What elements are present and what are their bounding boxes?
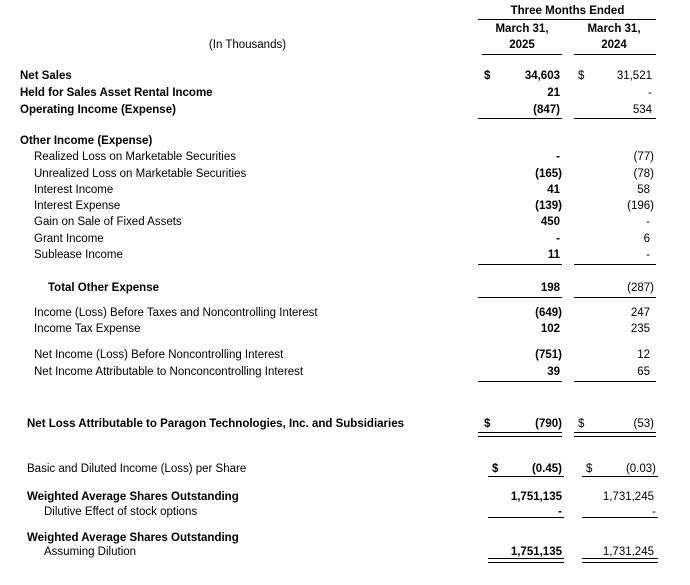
value-2024: 1,731,245 xyxy=(602,546,654,558)
value-2024: 12 xyxy=(637,349,650,361)
value-2024: (0.03) xyxy=(625,463,656,475)
row-label-wavg-dilution: Weighted Average Shares Outstanding xyxy=(27,532,239,544)
row-label-eps: Basic and Diluted Income (Loss) per Share xyxy=(27,463,247,475)
row-label-interest-expense: Interest Expense xyxy=(34,200,121,212)
rule-2024 xyxy=(582,476,658,477)
value-2025: 450 xyxy=(540,216,560,228)
value-2024: - xyxy=(648,87,652,99)
value-2025: (790) xyxy=(535,418,562,430)
value-2025: (165) xyxy=(535,168,562,180)
header-group-underline xyxy=(478,19,656,20)
value-2024: (77) xyxy=(633,151,654,163)
dollar-sign: $ xyxy=(484,418,491,430)
rule-2025 xyxy=(488,517,564,518)
value-2024: (196) xyxy=(627,200,654,212)
value-2024: (78) xyxy=(633,168,654,180)
value-2025: 102 xyxy=(540,323,560,335)
value-2024: 247 xyxy=(630,307,650,319)
row-label-nci: Net Income Attributable to Nonconcontrolling Interest xyxy=(34,366,304,378)
row-label-total-other: Total Other Expense xyxy=(48,282,159,294)
rule-2025 xyxy=(478,381,562,382)
value-2024: 65 xyxy=(637,366,650,378)
value-2025: - xyxy=(556,151,560,163)
row-label-tax: Income Tax Expense xyxy=(34,323,141,335)
rule-2025 xyxy=(478,118,562,119)
units-label: (In Thousands) xyxy=(208,39,287,51)
value-2025: (751) xyxy=(535,349,562,361)
row-label-realized: Realized Loss on Marketable Securities xyxy=(34,151,236,163)
col1-date: March 31, xyxy=(495,23,549,35)
row-label-other-income: Other Income (Expense) xyxy=(20,135,153,147)
double-rule-2024 xyxy=(574,432,656,437)
row-label-before-nci: Net Income (Loss) Before Noncontrolling Interest xyxy=(34,349,284,361)
value-2025: 1,751,135 xyxy=(510,491,562,503)
row-label-gain-sale: Gain on Sale of Fixed Assets xyxy=(34,216,182,228)
value-2024: 534 xyxy=(632,104,652,116)
col2-header-underline xyxy=(574,54,656,55)
col2-year: 2024 xyxy=(601,39,627,51)
dollar-sign: $ xyxy=(578,418,585,430)
value-2025: 198 xyxy=(540,282,560,294)
rule-2025 xyxy=(488,476,564,477)
value-2025: (649) xyxy=(535,307,562,319)
row-label-grant: Grant Income xyxy=(34,233,104,245)
value-2025: (0.45) xyxy=(531,463,562,475)
dollar-sign: $ xyxy=(586,463,593,475)
row-label-wavg: Weighted Average Shares Outstanding xyxy=(27,491,239,503)
rule-2024 xyxy=(582,517,658,518)
value-2024: 1,731,245 xyxy=(602,491,654,503)
double-rule-2025 xyxy=(478,432,562,437)
dollar-sign: $ xyxy=(578,70,585,82)
row-label-net-sales: Net Sales xyxy=(20,70,72,82)
value-2025: 41 xyxy=(547,184,560,196)
row-label-dilutive: Dilutive Effect of stock options xyxy=(44,506,198,518)
value-2025: (139) xyxy=(535,200,562,212)
rule-2025 xyxy=(478,264,562,265)
rule-2024 xyxy=(574,118,656,119)
row-label-interest-income: Interest Income xyxy=(34,184,114,196)
value-2025: - xyxy=(558,506,562,518)
value-2025: (847) xyxy=(533,104,560,116)
value-2024: 235 xyxy=(630,323,650,335)
rule-2024 xyxy=(574,297,656,298)
value-2025: 11 xyxy=(547,249,560,261)
value-2024: 31,521 xyxy=(616,70,652,82)
col2-date: March 31, xyxy=(587,23,641,35)
value-2025: 39 xyxy=(547,366,560,378)
rule-2025 xyxy=(478,297,562,298)
value-2025: 21 xyxy=(547,87,560,99)
double-rule-2024 xyxy=(582,558,658,563)
value-2025: - xyxy=(556,233,560,245)
value-2025: 34,603 xyxy=(524,70,560,82)
row-label-unrealized: Unrealized Loss on Marketable Securities xyxy=(34,168,247,180)
dollar-sign: $ xyxy=(484,70,491,82)
dollar-sign: $ xyxy=(492,463,499,475)
row-label-net-loss: Net Loss Attributable to Paragon Technologies, Inc. and Subsidiaries xyxy=(27,418,405,430)
row-label-op-income: Operating Income (Expense) xyxy=(20,104,176,116)
value-2025: 1,751,135 xyxy=(510,546,562,558)
header-group: Three Months Ended xyxy=(510,5,625,17)
row-label-assuming-dilution: Assuming Dilution xyxy=(44,546,137,558)
double-rule-2025 xyxy=(488,558,564,563)
col1-header-underline xyxy=(482,54,562,55)
row-label-before-taxes: Income (Loss) Before Taxes and Noncontrolling Interest xyxy=(34,307,318,319)
value-2024: 6 xyxy=(643,233,650,245)
value-2024: - xyxy=(652,506,656,518)
value-2024: (53) xyxy=(633,418,654,430)
row-label-sublease: Sublease Income xyxy=(34,249,123,261)
value-2024: - xyxy=(646,249,650,261)
col1-year: 2025 xyxy=(509,39,535,51)
value-2024: - xyxy=(646,216,650,228)
rule-2024 xyxy=(574,381,656,382)
value-2024: (287) xyxy=(627,282,654,294)
value-2024: 58 xyxy=(637,184,650,196)
rule-2024 xyxy=(574,264,656,265)
row-label-held-rental: Held for Sales Asset Rental Income xyxy=(20,87,213,99)
